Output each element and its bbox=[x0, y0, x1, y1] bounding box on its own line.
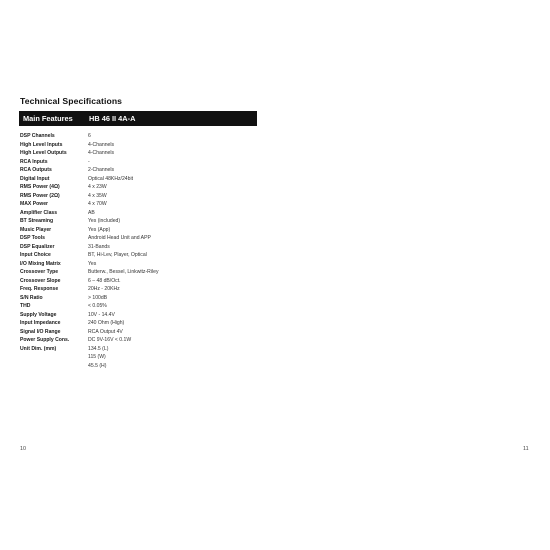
spec-value: AB bbox=[88, 209, 95, 216]
spec-value: 10V - 14.4V bbox=[88, 311, 115, 318]
spec-label: Music Player bbox=[20, 226, 52, 233]
spec-row bbox=[20, 353, 256, 362]
spec-value: 2-Channels bbox=[88, 167, 115, 173]
spec-value: 4 x 35W bbox=[88, 192, 107, 199]
spec-label: Power Supply Cons. bbox=[20, 337, 70, 343]
spec-row bbox=[20, 260, 256, 269]
spec-table-header bbox=[19, 111, 257, 126]
spec-value: 115 (W) bbox=[88, 354, 106, 360]
header-label: Main Features bbox=[23, 114, 73, 123]
spec-label: MAX Power bbox=[20, 201, 49, 207]
spec-value: Yes bbox=[88, 260, 97, 267]
spec-label: DSP Tools bbox=[20, 235, 46, 241]
spec-row bbox=[20, 336, 256, 345]
spec-label: Input Impedance bbox=[20, 320, 61, 326]
spec-row bbox=[20, 319, 256, 328]
page-number-left: 10 bbox=[20, 446, 26, 452]
spec-row bbox=[20, 268, 256, 277]
spec-row bbox=[20, 294, 256, 303]
spec-value: Optical 48KHz/24bit bbox=[88, 175, 134, 182]
spec-value: Butterw., Bessel, Linkwitz-Riley bbox=[88, 269, 159, 275]
spec-value: RCA Output 4V bbox=[88, 328, 123, 335]
section-title: Technical Specifications bbox=[20, 96, 123, 106]
spec-row bbox=[20, 192, 256, 201]
spec-label: High Level Inputs bbox=[20, 141, 63, 148]
spec-label: Supply Voltage bbox=[20, 311, 57, 318]
spec-value: Yes (included) bbox=[88, 218, 121, 224]
spec-value: > 100dB bbox=[88, 294, 108, 301]
spec-label: High Level Outputs bbox=[20, 150, 67, 156]
spec-value: 31-Bands bbox=[88, 243, 110, 250]
spec-value: 6 bbox=[88, 133, 91, 139]
spec-row bbox=[20, 243, 256, 252]
spec-row bbox=[20, 149, 256, 158]
spec-row bbox=[20, 362, 256, 371]
spec-row bbox=[20, 166, 256, 175]
spec-row bbox=[20, 328, 256, 337]
spec-row bbox=[20, 285, 256, 294]
spec-row bbox=[20, 345, 256, 354]
spec-row bbox=[20, 183, 256, 192]
spec-row bbox=[20, 251, 256, 260]
spec-label: DSP Channels bbox=[20, 133, 55, 139]
spec-label: Crossover Type bbox=[20, 269, 59, 275]
spec-row bbox=[20, 234, 256, 243]
spec-value: 240 Ohm (High) bbox=[88, 320, 125, 326]
spec-row bbox=[20, 277, 256, 286]
spec-label: S/N Ratio bbox=[20, 294, 43, 301]
spec-value: 4 x 70W bbox=[88, 201, 107, 207]
page-number-right: 11 bbox=[523, 446, 529, 452]
spec-value: Android Head Unit and APP bbox=[88, 235, 151, 241]
spec-row bbox=[20, 302, 256, 311]
spec-label: DSP Equalizer bbox=[20, 243, 55, 250]
spec-label: Freq. Response bbox=[20, 286, 59, 292]
header-model: HB 46 II 4A-A bbox=[89, 114, 136, 123]
spec-label: I/O Mixing Matrix bbox=[20, 260, 61, 267]
spec-row bbox=[20, 311, 256, 320]
spec-value: 4 x 23W bbox=[88, 184, 107, 190]
spec-value: - bbox=[88, 158, 90, 165]
spec-value: 134.5 (L) bbox=[88, 345, 109, 352]
spec-label: Unit Dim. (mm) bbox=[20, 345, 57, 352]
spec-value: 45.5 (H) bbox=[88, 362, 107, 369]
spec-value: 4-Channels bbox=[88, 141, 115, 148]
spec-label: THD bbox=[20, 303, 31, 309]
spec-label: RCA Inputs bbox=[20, 158, 48, 165]
spec-label: Crossover Slope bbox=[20, 277, 61, 284]
spec-value: < 0.05% bbox=[88, 303, 107, 309]
spec-row bbox=[20, 226, 256, 235]
spec-row bbox=[20, 200, 256, 209]
spec-value: DC 9V-16V < 0.1W bbox=[88, 337, 132, 343]
spec-value: Yes (App) bbox=[88, 226, 111, 233]
spec-label: Amplifier Class bbox=[20, 209, 58, 216]
spec-row bbox=[20, 217, 256, 226]
spec-row bbox=[20, 158, 256, 167]
spec-value: 4-Channels bbox=[88, 150, 115, 156]
spec-label: RMS Power (4Ω) bbox=[20, 184, 60, 190]
spec-row bbox=[20, 132, 256, 141]
spec-label: Input Choice bbox=[20, 252, 51, 258]
spec-label: RCA Outputs bbox=[20, 167, 52, 173]
spec-table bbox=[20, 132, 256, 370]
spec-label: RMS Power (2Ω) bbox=[20, 192, 60, 199]
spec-label: Signal I/O Range bbox=[20, 328, 61, 335]
spec-value: 6 – 48 dB/Oct. bbox=[88, 277, 121, 284]
spec-label: Digital Input bbox=[20, 175, 50, 182]
spec-value: 20Hz - 20KHz bbox=[88, 286, 120, 292]
spec-row bbox=[20, 209, 256, 218]
spec-row bbox=[20, 175, 256, 184]
spec-label: BT Streaming bbox=[20, 218, 54, 224]
spec-value: BT, Hi-Lev, Player, Optical bbox=[88, 252, 147, 258]
spec-row bbox=[20, 141, 256, 150]
